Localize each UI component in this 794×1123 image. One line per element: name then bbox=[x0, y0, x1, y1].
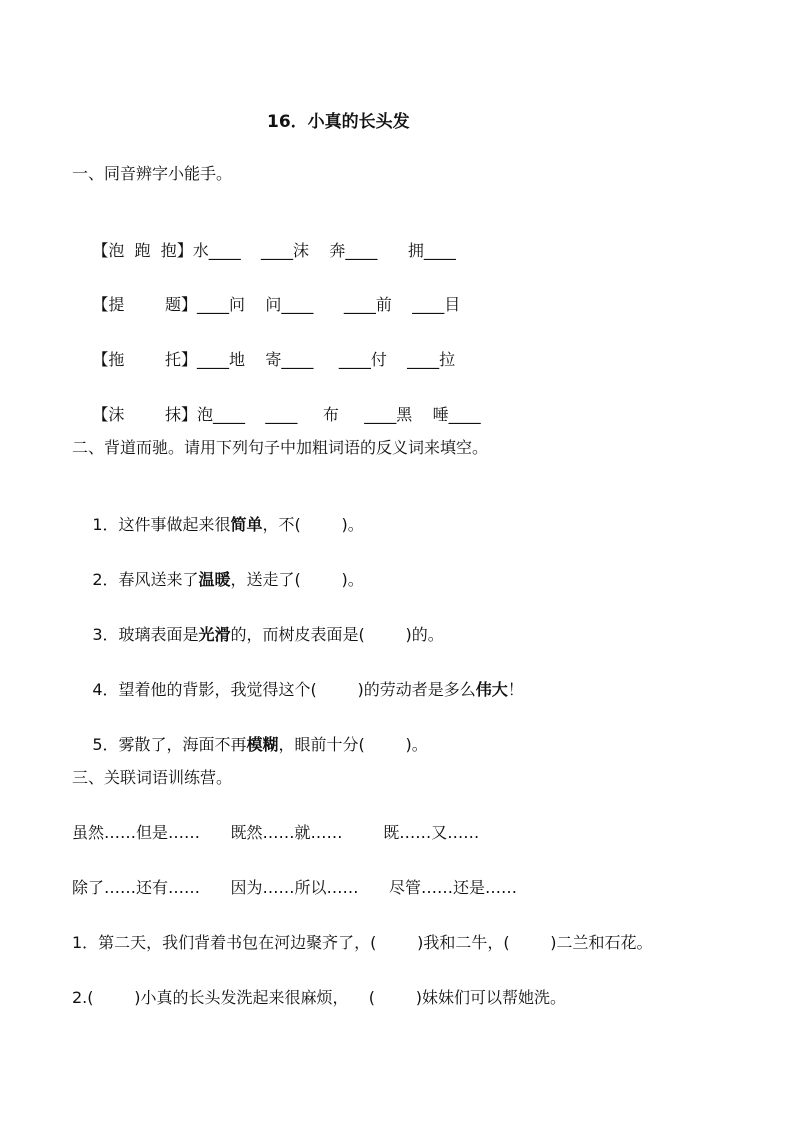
question-text: ！ bbox=[507, 680, 524, 699]
question-text: 5．雾散了，海面不再 bbox=[92, 735, 247, 754]
page-title: 16．小真的长头发 bbox=[267, 112, 410, 132]
homophone-blanks: ____地 寄____ ____付 ____拉 bbox=[197, 350, 456, 369]
homophone-blanks: ____问 问____ ____前 ____目 bbox=[197, 295, 461, 314]
homophone-blanks: 泡____ ____ 布 ____黑 唾____ bbox=[197, 405, 481, 424]
conjunction-question: 1．第二天，我们背着书包在河边聚齐了，( )我和二牛，( )二兰和石花。 bbox=[72, 933, 653, 952]
homophone-bracket: 【提 题】 bbox=[92, 295, 198, 314]
question-text: ，送走了( )。 bbox=[230, 570, 364, 589]
homophone-bracket: 【泡 跑 抱】 bbox=[92, 241, 193, 260]
bold-word: 模糊 bbox=[246, 735, 279, 754]
bold-word: 光滑 bbox=[198, 625, 231, 644]
conjunction-words-row: 虽然……但是…… 既然……就…… 既……又…… bbox=[72, 823, 480, 842]
question-text: ，眼前十分( )。 bbox=[278, 735, 428, 754]
question-text: 4．望着他的背影，我觉得这个( )的劳动者是多么 bbox=[92, 680, 476, 699]
bold-word: 伟大 bbox=[475, 680, 508, 699]
section2-heading: 二、背道而驰。请用下列句子中加粗词语的反义词来填空。 bbox=[72, 438, 489, 457]
homophone-bracket: 【沫 抹】 bbox=[92, 405, 198, 424]
question-text: 3．玻璃表面是 bbox=[92, 625, 199, 644]
question-text: 1．这件事做起来很 bbox=[92, 515, 231, 534]
section3-heading: 三、关联词语训练营。 bbox=[72, 768, 233, 787]
question-text: 2．春风送来了 bbox=[92, 570, 199, 589]
section1-heading: 一、同音辨字小能手。 bbox=[72, 164, 233, 183]
bold-word: 温暖 bbox=[198, 570, 231, 589]
conjunction-question: 2.( )小真的长头发洗起来很麻烦， ( )妹妹们可以帮她洗。 bbox=[72, 988, 566, 1007]
homophone-bracket: 【拖 托】 bbox=[92, 350, 198, 369]
bold-word: 简单 bbox=[230, 515, 263, 534]
question-text: 的，而树皮表面是( )的。 bbox=[230, 625, 444, 644]
homophone-blanks: 水____ ____沫 奔____ 拥____ bbox=[192, 241, 456, 260]
conjunction-words-row: 除了……还有…… 因为……所以…… 尽管……还是…… bbox=[72, 878, 518, 897]
question-text: ，不( )。 bbox=[262, 515, 364, 534]
